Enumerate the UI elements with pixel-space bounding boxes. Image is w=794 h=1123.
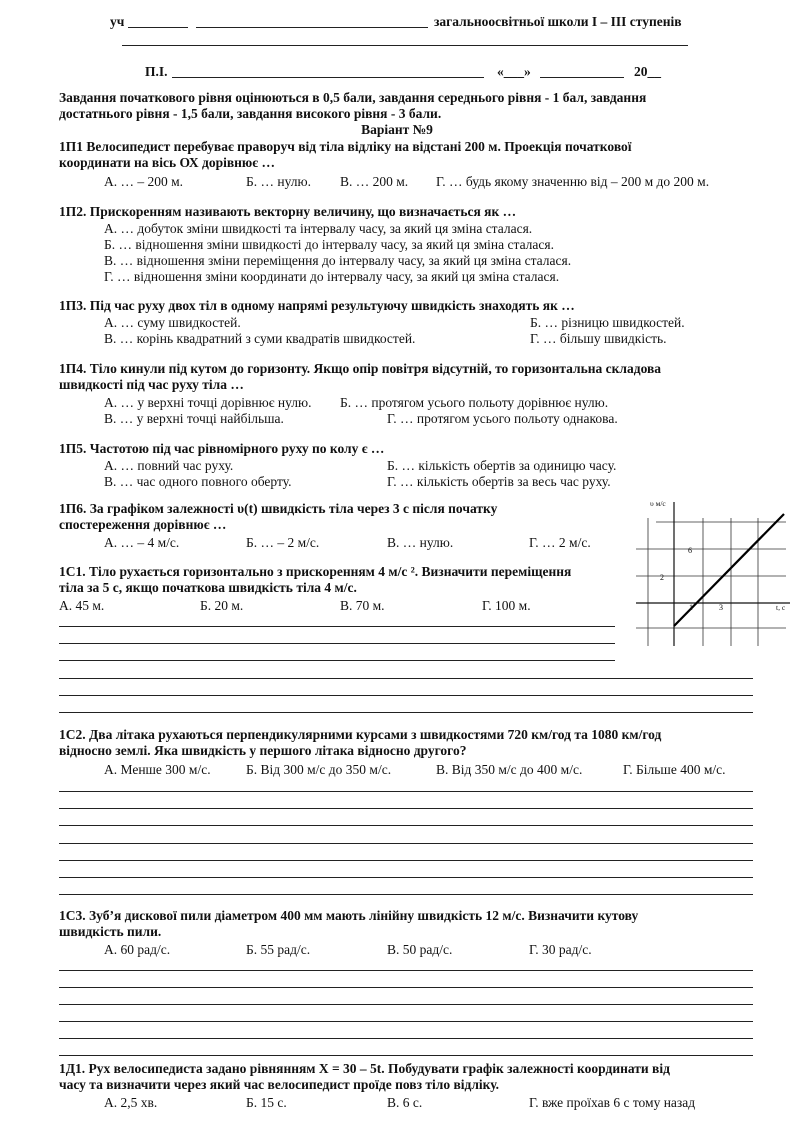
task-1p3-option-d[interactable]: Г. … більшу швидкість.: [530, 331, 667, 346]
date-month-field[interactable]: [540, 77, 624, 78]
intro-line-2: достатнього рівня - 1,5 бали, завдання високого рівня - 3 бали.: [59, 106, 442, 121]
answer-line[interactable]: [59, 660, 615, 661]
school-line2-field[interactable]: [122, 45, 688, 46]
graph-grid: [636, 518, 786, 646]
school-number-field[interactable]: [128, 27, 188, 28]
answer-line[interactable]: [59, 791, 753, 792]
graph-tick-1: 1: [689, 603, 693, 612]
task-1d1-option-c[interactable]: В. 6 с.: [387, 1095, 423, 1110]
school-type-text: загальноосвітньої школи І – ІІІ ступенів: [434, 14, 682, 29]
task-1c1-option-c[interactable]: В. 70 м.: [340, 598, 385, 613]
task-1p6-question-2: спостереження дорівнює …: [59, 517, 227, 532]
task-1p4-option-c[interactable]: В. … у верхні точці найбільша.: [104, 411, 284, 426]
task-1p1-option-c[interactable]: В. … 200 м.: [340, 174, 409, 189]
task-1p5-option-a[interactable]: А. … повний час руху.: [104, 458, 234, 473]
answer-line[interactable]: [59, 626, 615, 627]
task-1p3-question: 1П3. Під час руху двох тіл в одному напрямі результуючу швидкість знаходять як …: [59, 298, 575, 313]
task-1p5-option-d[interactable]: Г. … кількість обертів за весь час руху.: [387, 474, 611, 489]
answer-line[interactable]: [59, 678, 753, 679]
school-name-field[interactable]: [196, 27, 428, 28]
task-1p4-option-d[interactable]: Г. … протягом усього польоту однакова.: [387, 411, 618, 426]
task-1d1-option-a[interactable]: А. 2,5 хв.: [104, 1095, 158, 1110]
answer-line[interactable]: [59, 643, 615, 644]
task-1p6-option-a[interactable]: А. … – 4 м/с.: [104, 535, 180, 550]
answer-line[interactable]: [59, 970, 753, 971]
task-1c2-question-2: відносно землі. Яка швидкість у першого літака відносно другого?: [59, 743, 467, 758]
task-1d1-question-2: часу та визначити через який час велосипедист проїде повз тіло відліку.: [59, 1077, 500, 1092]
task-1c3-question-2: швидкість пили.: [59, 924, 162, 939]
task-1c3-option-c[interactable]: В. 50 рад/с.: [387, 942, 453, 957]
task-1c1-option-d[interactable]: Г. 100 м.: [482, 598, 531, 613]
answer-line[interactable]: [59, 1004, 753, 1005]
task-1p4-question-1: 1П4. Тіло кинули під кутом до горизонту. Якщо опір повітря відсутній, то горизонтальна складова: [59, 361, 662, 376]
answer-line[interactable]: [59, 712, 753, 713]
task-1d1-option-d[interactable]: Г. вже проїхав 6 с тому назад: [529, 1095, 696, 1110]
answer-line[interactable]: [59, 894, 753, 895]
answer-line[interactable]: [59, 808, 753, 809]
intro-line-1: Завдання початкового рівня оцінюються в 0,5 бали, завдання середнього рівня - 1 бал, завдання: [59, 90, 647, 105]
task-1p5-option-c[interactable]: В. … час одного повного оберту.: [104, 474, 292, 489]
date-year-field[interactable]: 20__: [634, 64, 661, 79]
answer-line[interactable]: [59, 1021, 753, 1022]
task-1c2-option-d[interactable]: Г. Більше 400 м/с.: [623, 762, 726, 777]
velocity-time-graph: [636, 492, 794, 648]
graph-y-label: υ м/с: [650, 499, 666, 508]
task-1p2-option-c[interactable]: В. … відношення зміни переміщення до інтервалу часу, за який ця зміна сталася.: [104, 253, 572, 268]
task-1p3-option-b[interactable]: Б. … різницю швидкостей.: [530, 315, 685, 330]
task-1c2-option-b[interactable]: Б. Від 300 м/с до 350 м/с.: [246, 762, 392, 777]
task-1c3-option-a[interactable]: А. 60 рад/с.: [104, 942, 171, 957]
task-1c3-option-d[interactable]: Г. 30 рад/с.: [529, 942, 592, 957]
task-1p1-question-1: 1П1 Велосипедист перебуває праворуч від тіла відліку на відстані 200 м. Проекція початкової: [59, 139, 632, 154]
task-1p1-option-d[interactable]: Г. … будь якому значенню від – 200 м до 200 м.: [436, 174, 710, 189]
task-1p6-option-d[interactable]: Г. … 2 м/с.: [529, 535, 591, 550]
graph-tick-3: 3: [719, 603, 723, 612]
task-1p1-option-b[interactable]: Б. … нулю.: [246, 174, 311, 189]
task-1p4-option-a[interactable]: А. … у верхні точці дорівнює нулю.: [104, 395, 312, 410]
graph-tick-2: 2: [660, 573, 664, 582]
date-day-field[interactable]: «___»: [497, 64, 531, 79]
task-1p1-option-a[interactable]: А. … – 200 м.: [104, 174, 184, 189]
task-1p1-question-2: координати на вісь ОХ дорівнює …: [59, 155, 275, 170]
task-1p5-option-b[interactable]: Б. … кількість обертів за одиницю часу.: [387, 458, 617, 473]
answer-line[interactable]: [59, 695, 753, 696]
task-1c3-option-b[interactable]: Б. 55 рад/с.: [246, 942, 311, 957]
task-1p3-option-c[interactable]: В. … корінь квадратний з суми квадратів швидкостей.: [104, 331, 416, 346]
task-1c1-question-2: тіла за 5 с, якщо початкова швидкість тіла 4 м/с.: [59, 580, 357, 595]
task-1p6-option-b[interactable]: Б. … – 2 м/с.: [246, 535, 320, 550]
task-1p4-question-2: швидкості під час руху тіла …: [59, 377, 244, 392]
task-1p5-question: 1П5. Частотою під час рівномірного руху по колу є …: [59, 441, 385, 456]
task-1p6-option-c[interactable]: В. … нулю.: [387, 535, 454, 550]
task-1c1-option-a[interactable]: А. 45 м.: [59, 598, 105, 613]
task-1p2-question: 1П2. Прискоренням називають векторну величину, що визначається як …: [59, 204, 517, 219]
task-1c2-option-c[interactable]: В. Від 350 м/с до 400 м/с.: [436, 762, 583, 777]
task-1c1-question-1: 1С1. Тіло рухається горизонтально з прискоренням 4 м/с ². Визначити переміщення: [59, 564, 572, 579]
pib-field[interactable]: [172, 77, 484, 78]
task-1c2-option-a[interactable]: А. Менше 300 м/с.: [104, 762, 211, 777]
task-1p6-question-1: 1П6. За графіком залежності υ(t) швидкість тіла через 3 с після початку: [59, 501, 498, 516]
task-1p4-option-b[interactable]: Б. … протягом усього польоту дорівнює нулю.: [340, 395, 609, 410]
task-1c1-option-b[interactable]: Б. 20 м.: [200, 598, 244, 613]
answer-line[interactable]: [59, 843, 753, 844]
task-1p2-option-a[interactable]: А. … добуток зміни швидкості та інтервалу часу, за який ця зміна сталася.: [104, 221, 533, 236]
school-prefix: уч: [110, 14, 125, 29]
task-1d1-option-b[interactable]: Б. 15 с.: [246, 1095, 287, 1110]
answer-line[interactable]: [59, 987, 753, 988]
task-1p3-option-a[interactable]: А. … суму швидкостей.: [104, 315, 241, 330]
answer-line[interactable]: [59, 825, 753, 826]
answer-line[interactable]: [59, 860, 753, 861]
answer-line[interactable]: [59, 877, 753, 878]
answer-line[interactable]: [59, 1055, 753, 1056]
variant-title: Варіант №9: [361, 122, 433, 137]
answer-line[interactable]: [59, 1038, 753, 1039]
graph-tick-6: 6: [688, 546, 692, 555]
graph-x-label: t, с: [776, 603, 786, 612]
task-1c2-question-1: 1С2. Два літака рухаються перпендикулярними курсами з швидкостями 720 км/год та 1080 км/год: [59, 727, 662, 742]
task-1d1-question-1: 1Д1. Рух велосипедиста задано рівнянням Х = 30 – 5t. Побудувати графік залежності координати від: [59, 1061, 670, 1076]
task-1c3-question-1: 1С3. Зуб’я дискової пили діаметром 400 мм мають лінійну швидкість 12 м/с. Визначити кутову: [59, 908, 639, 923]
task-1p2-option-d[interactable]: Г. … відношення зміни координати до інтервалу часу, за який ця зміна сталася.: [104, 269, 560, 284]
pib-label: П.І.: [145, 64, 168, 79]
task-1p2-option-b[interactable]: Б. … відношення зміни швидкості до інтервалу часу, за який ця зміна сталася.: [104, 237, 554, 252]
